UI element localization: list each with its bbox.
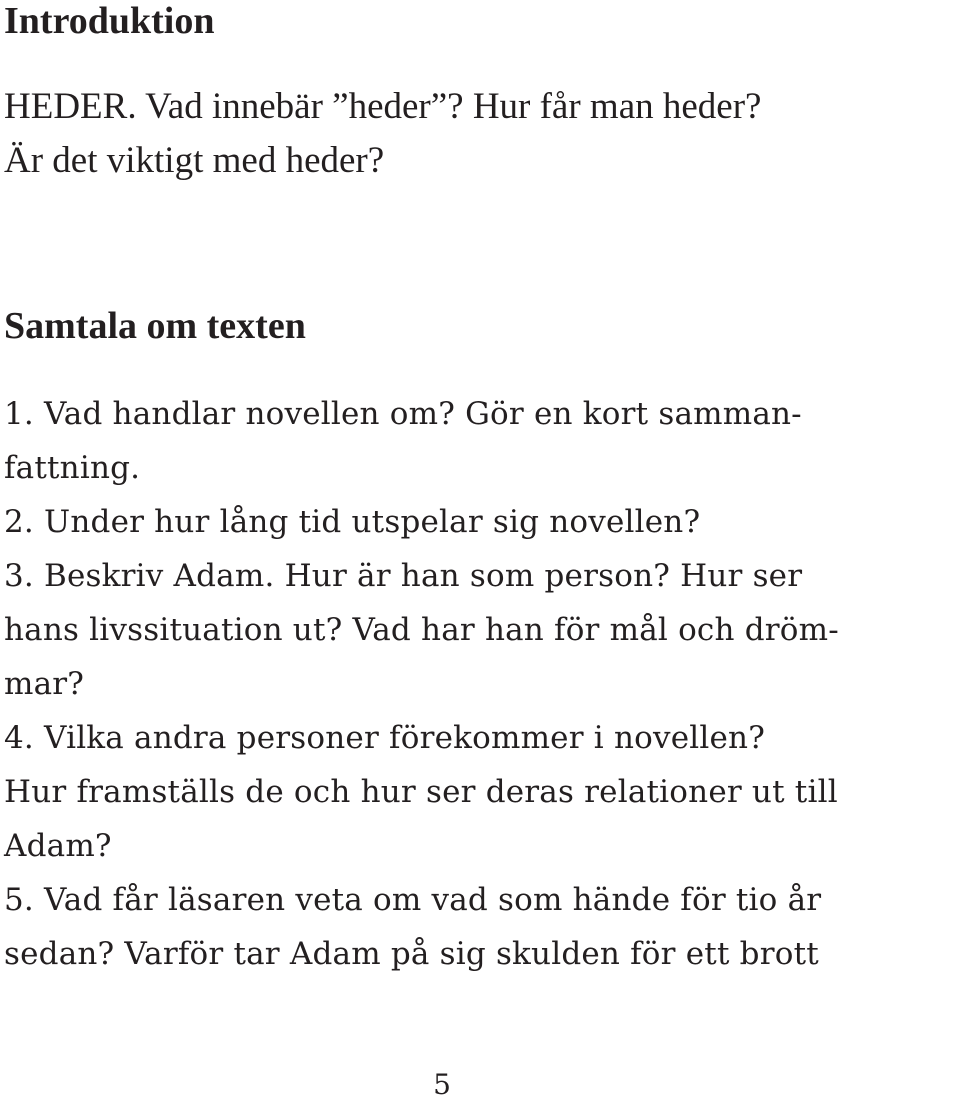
intro-text-line-2: Är det viktigt med heder?: [4, 140, 385, 181]
question-line: Hur framställs de och hur ser deras relationer ut till: [4, 774, 838, 810]
question-line: hans livssituation ut? Vad har han för mål och dröm-: [4, 612, 839, 648]
question-line: Adam?: [4, 828, 112, 864]
question-line: fattning.: [4, 450, 141, 486]
discussion-heading: Samtala om texten: [4, 305, 306, 347]
question-line: mar?: [4, 666, 85, 702]
page-number: 5: [433, 1068, 451, 1101]
question-line: 1. Vad handlar novellen om? Gör en kort samman-: [4, 396, 802, 432]
question-line: sedan? Varför tar Adam på sig skulden för ett brott: [4, 936, 819, 972]
intro-text-line-1: HEDER. Vad innebär ”heder”? Hur får man heder?: [4, 86, 762, 127]
question-line: 5. Vad får läsaren veta om vad som hände för tio år: [4, 882, 822, 918]
intro-heading: Introduktion: [4, 0, 215, 42]
question-line: 2. Under hur lång tid utspelar sig novellen?: [4, 504, 701, 540]
question-line: 3. Beskriv Adam. Hur är han som person? Hur ser: [4, 558, 803, 594]
question-line: 4. Vilka andra personer förekommer i novellen?: [4, 720, 766, 756]
